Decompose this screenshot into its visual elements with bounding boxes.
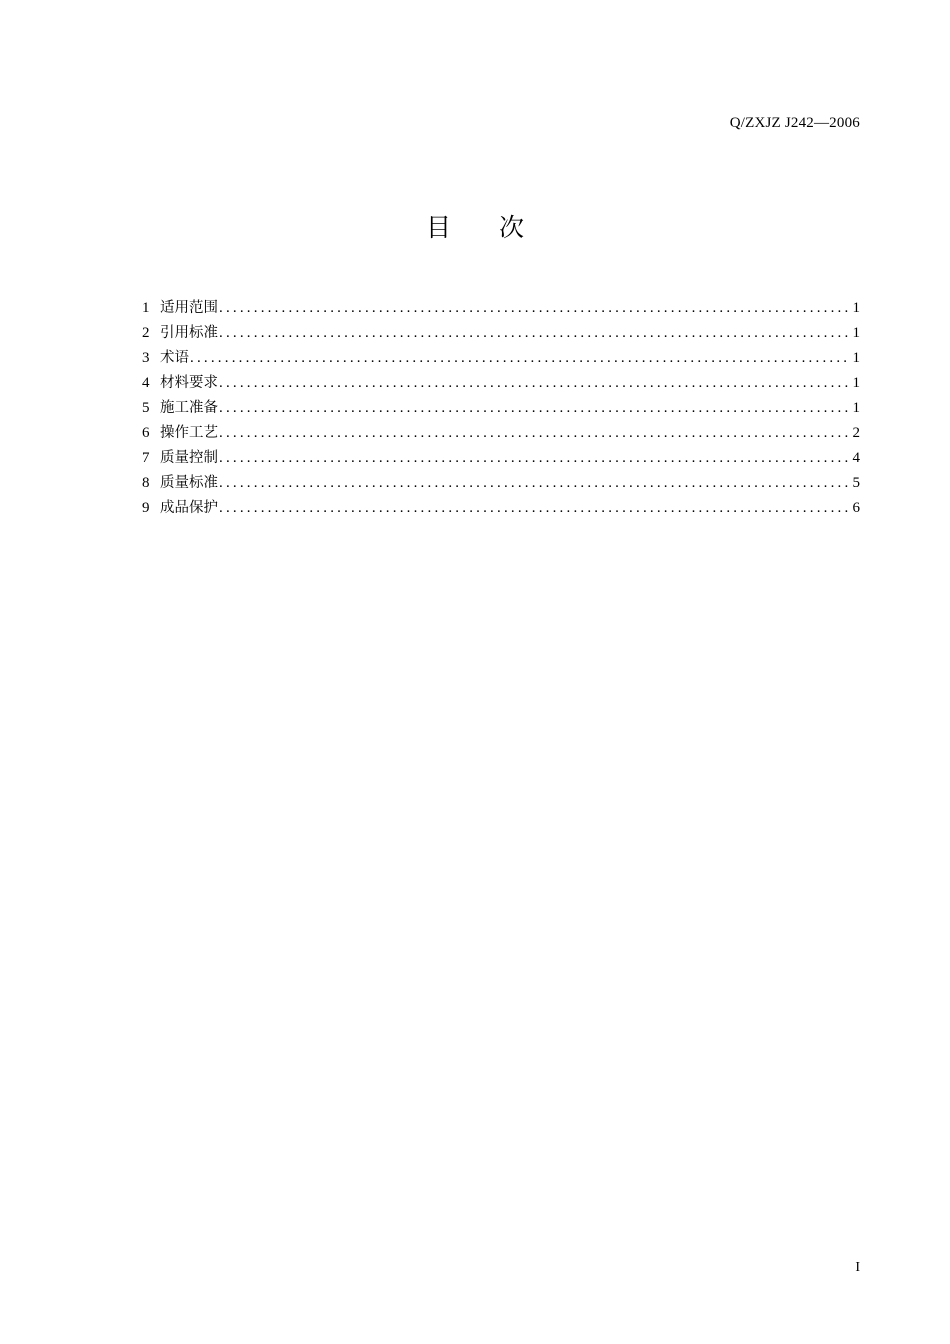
- toc-entry-page: 1: [852, 375, 860, 391]
- toc-entry-5[interactable]: [142, 396, 860, 421]
- toc-entry-page: 1: [852, 350, 860, 366]
- toc-list: [142, 296, 860, 521]
- toc-entry-page: 1: [852, 400, 860, 416]
- page-number: I: [855, 1260, 860, 1275]
- toc-entry-page: 2: [852, 425, 860, 441]
- toc-entry-number: 3: [142, 350, 150, 366]
- toc-entry-8[interactable]: [142, 471, 860, 496]
- toc-entry-label: 质量控制: [160, 450, 218, 466]
- toc-entry-page: 1: [852, 325, 860, 341]
- toc-entry-number: 9: [142, 500, 150, 516]
- toc-dot-leader: [190, 350, 851, 367]
- toc-entry-7[interactable]: [142, 446, 860, 471]
- toc-entry-label: 材料要求: [160, 375, 218, 391]
- toc-dot-leader: [219, 375, 851, 392]
- toc-entry-6[interactable]: [142, 421, 860, 446]
- toc-entry-number: 4: [142, 375, 150, 391]
- document-code: Q/ZXJZ J242—2006: [729, 115, 860, 131]
- toc-dot-leader: [219, 400, 851, 417]
- toc-entry-page: 5: [852, 475, 860, 491]
- toc-dot-leader: [219, 475, 851, 492]
- toc-entry-2[interactable]: [142, 321, 860, 346]
- toc-entry-label: 术语: [160, 350, 189, 366]
- toc-entry-page: 4: [852, 450, 860, 466]
- toc-entry-label: 适用范围: [160, 300, 218, 316]
- toc-entry-1[interactable]: [142, 296, 860, 321]
- toc-entry-page: 1: [852, 300, 860, 316]
- toc-entry-9[interactable]: [142, 496, 860, 521]
- toc-dot-leader: [219, 450, 851, 467]
- toc-entry-number: 7: [142, 450, 150, 466]
- toc-entry-label: 操作工艺: [160, 425, 218, 441]
- toc-entry-number: 1: [142, 300, 150, 316]
- toc-dot-leader: [219, 325, 851, 342]
- toc-entry-number: 8: [142, 475, 150, 491]
- toc-entry-label: 质量标准: [160, 475, 218, 491]
- toc-entry-3[interactable]: [142, 346, 860, 371]
- toc-dot-leader: [219, 300, 851, 317]
- toc-entry-number: 2: [142, 325, 150, 341]
- toc-entry-label: 引用标准: [160, 325, 218, 341]
- toc-entry-label: 成品保护: [160, 500, 218, 516]
- toc-title: [0, 208, 950, 244]
- toc-dot-leader: [219, 425, 851, 442]
- toc-title-char-1: 目: [425, 213, 451, 242]
- toc-entry-label: 施工准备: [160, 400, 218, 416]
- toc-entry-page: 6: [852, 500, 860, 516]
- toc-entry-number: 5: [142, 400, 150, 416]
- toc-dot-leader: [219, 500, 851, 517]
- toc-entry-4[interactable]: [142, 371, 860, 396]
- toc-title-char-2: 次: [499, 213, 525, 242]
- toc-entry-number: 6: [142, 425, 150, 441]
